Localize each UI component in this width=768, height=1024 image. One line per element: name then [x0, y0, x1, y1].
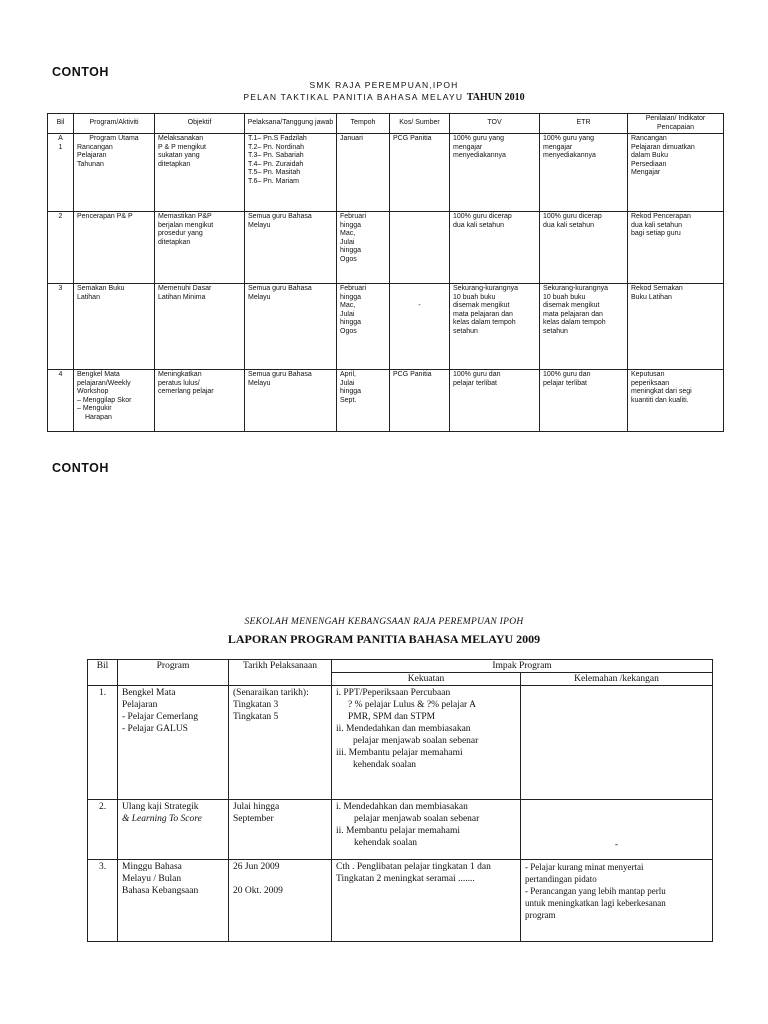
cell-objektif — [155, 134, 245, 212]
cell-tov — [450, 370, 540, 432]
cell-line: Pelajaran dimuatkan — [631, 143, 695, 151]
cell-line: Melayu — [248, 293, 271, 301]
cell-line: Tahunan — [77, 160, 104, 168]
cell-line: hingga — [340, 221, 362, 229]
table-row — [48, 370, 724, 432]
cell-bil — [48, 284, 74, 370]
report-row — [88, 860, 713, 942]
cell-line: program — [525, 910, 556, 920]
cell-line: Sekurang-kurangnya — [543, 285, 608, 292]
table-row — [48, 284, 724, 370]
report-cell-tarikh — [229, 800, 332, 860]
cell-line: T.1– Pn.S Fadzilah — [248, 135, 307, 142]
cell-line: Mac, — [340, 302, 356, 309]
cell-line: - Perancangan yang lebih mantap perlu — [525, 886, 666, 896]
cell-line: Keputusan — [631, 371, 665, 378]
cell-line: PMR, SPM dan STPM — [348, 712, 436, 722]
cell-line: Julai — [340, 379, 355, 387]
col-header-bil: Bil — [48, 114, 74, 134]
cell-line: kehendak soalan — [353, 760, 417, 770]
cell-line: 2 — [58, 213, 63, 220]
col-header-tempoh: Tempoh — [337, 114, 390, 134]
cell-line: Cth . Penglibatan pelajar tingkatan 1 dan — [336, 862, 491, 872]
cell-line: Latihan Minima — [158, 293, 206, 301]
cell-line: Melaksanakan — [158, 135, 204, 142]
cell-line: Bengkel Mata — [77, 371, 120, 378]
cell-pelaksana — [245, 134, 337, 212]
cell-objektif — [155, 370, 245, 432]
cell-line: Semakan Buku — [77, 285, 125, 292]
report-cell-kelemahan — [521, 860, 713, 942]
cell-line: A — [58, 135, 63, 142]
cell-line: pelajar menjawab soalan sebenar — [353, 736, 479, 746]
cell-line: menyediakannya — [543, 152, 596, 159]
report-cell-kekuatan — [332, 800, 521, 860]
cell-bil — [48, 370, 74, 432]
cell-penilaian — [628, 134, 724, 212]
cell-line: 100% guru dicerap — [543, 213, 602, 220]
cell-line: disemak mengikut — [453, 302, 510, 309]
cell-line: kelas dalam tempoh — [543, 319, 606, 326]
cell-line: 10 buah buku — [543, 293, 586, 301]
report-row — [88, 686, 713, 800]
cell-line: pertandingan pidato — [525, 874, 597, 884]
cell-line: hingga — [340, 388, 362, 395]
cell-line: pelajar terlibat — [543, 379, 587, 387]
report-header-row-1 — [88, 660, 713, 673]
cell-line: mata pelajaran dan — [453, 310, 513, 318]
cell-line: Rekod Semakan — [631, 285, 683, 292]
cell-line: Pelajaran — [122, 700, 158, 710]
cell-line: Pencerapan P& P — [77, 213, 133, 220]
col-header-etr: ETR — [540, 114, 628, 134]
cell-tempoh — [337, 212, 390, 284]
report-title: LAPORAN PROGRAM PANITIA BAHASA MELAYU 2009 — [227, 632, 541, 646]
cell-line: PCG Panitia — [393, 135, 432, 142]
cell-line: PCG Panitia — [393, 371, 432, 378]
cell-line: i. PPT/Peperiksaan Percubaan — [336, 688, 451, 698]
table-row — [48, 212, 724, 284]
cell-line: Memastikan P&P — [158, 213, 212, 220]
report-col-bil: Bil — [88, 660, 118, 686]
cell-line: kelas dalam tempoh — [453, 319, 516, 326]
cell-line: Julai hingga — [233, 802, 280, 812]
cell-line: prosedur yang — [158, 230, 203, 237]
cell-line: Buku Latihan — [631, 293, 672, 301]
cell-etr — [540, 370, 628, 432]
cell-line: Semua guru Bahasa — [248, 213, 312, 220]
cell-line: Januari — [340, 135, 363, 142]
cell-line: Melayu — [248, 379, 271, 387]
col-header-pelaksana: Pelaksana/Tanggung jawab — [245, 114, 337, 134]
cell-line: untuk meningkatkan lagi keberkesanan — [525, 898, 666, 908]
cell-line: dua kali setahun — [543, 221, 594, 229]
report-col-program: Program — [118, 660, 229, 686]
cell-tempoh — [337, 370, 390, 432]
cell-line: - Pelajar Cemerlang — [122, 712, 198, 722]
cell-line: Mengajar — [631, 169, 661, 176]
cell-line: cemerlang pelajar — [158, 388, 214, 395]
cell-line: dua kali setahun — [453, 221, 504, 229]
cell-pelaksana — [245, 284, 337, 370]
cell-line: sukatan yang — [158, 152, 200, 159]
cell-line: Bahasa Kebangsaan — [122, 886, 199, 896]
cell-line: mengajar — [543, 143, 573, 151]
report-row — [88, 800, 713, 860]
report-col-impak: Impak Program — [332, 660, 713, 673]
cell-line: mengajar — [453, 143, 483, 151]
cell-line: T.5– Pn. Masitah — [248, 169, 301, 176]
report-col-kekuatan: Kekuatan — [332, 673, 521, 686]
report-col-tarikh: Tarikh Pelaksanaan — [229, 660, 332, 686]
cell-line: mata pelajaran dan — [543, 310, 603, 318]
tactical-plan-table — [47, 113, 724, 432]
report-cell-program — [118, 860, 229, 942]
cell-etr — [540, 284, 628, 370]
cell-line: Julai — [340, 238, 355, 246]
cell-line: Melayu / Bulan — [122, 874, 182, 884]
cell-line: 100% guru yang — [453, 135, 504, 142]
cell-line: bagi setiap guru — [631, 230, 681, 237]
cell-line: hingga — [340, 293, 362, 301]
cell-line: Harapan — [85, 413, 112, 421]
cell-bil — [48, 134, 74, 212]
cell-line: hingga — [340, 319, 362, 326]
cell-program — [74, 284, 155, 370]
cell-line: Tingkatan 5 — [233, 712, 279, 722]
cell-line: 3 — [58, 285, 63, 292]
report-col-kelemahan: Kelemahan /kekangan — [521, 673, 713, 686]
report-cell-kekuatan — [332, 860, 521, 942]
cell-program — [74, 370, 155, 432]
cell-line: Workshop — [77, 388, 109, 395]
cell-line: menyediakannya — [453, 152, 506, 159]
col-header-penilaian: Penilaian/ Indikator Pencapaian — [628, 114, 724, 134]
cell-line: Latihan — [77, 293, 100, 301]
cell-line: 100% guru dan — [453, 371, 501, 378]
cell-line: T.2– Pn. Nordinah — [248, 143, 305, 151]
cell-line: (Senaraikan tarikh): — [233, 688, 309, 698]
cell-line: Semua guru Bahasa — [248, 371, 312, 378]
cell-line: - — [614, 840, 619, 850]
report-cell-kelemahan — [521, 800, 713, 860]
cell-line: Sept. — [340, 396, 357, 404]
cell-line: P & P mengikut — [158, 143, 206, 151]
cell-program — [74, 212, 155, 284]
cell-line: peperiksaan — [631, 379, 670, 387]
cell-line: Program Utama — [89, 135, 139, 142]
cell-line: Julai — [340, 310, 355, 318]
cell-line: April, — [340, 371, 356, 378]
cell-kos — [390, 134, 450, 212]
cell-line: T.3– Pn. Sabariah — [248, 152, 304, 159]
cell-line: pelajar menjawab soalan sebenar — [354, 814, 480, 824]
cell-line: September — [233, 814, 274, 824]
cell-line: - Pelajar GALUS — [122, 724, 188, 734]
cell-line: ditetapkan — [158, 160, 191, 168]
cell-line: kuantiti dan kualiti. — [631, 396, 689, 404]
cell-pelaksana — [245, 370, 337, 432]
cell-line: Sekurang-kurangnya — [453, 285, 518, 292]
cell-line: Rancangan — [77, 143, 113, 151]
cell-line: hingga — [340, 247, 362, 254]
col-header-program: Program/Aktiviti — [74, 114, 155, 134]
cell-line: Ogos — [340, 255, 357, 263]
cell-penilaian — [628, 212, 724, 284]
report-cell-kelemahan — [521, 686, 713, 800]
cell-line: T.6– Pn. Mariam — [248, 177, 299, 185]
cell-line: 100% guru dicerap — [453, 213, 512, 220]
cell-line: kehendak soalan — [354, 838, 418, 848]
cell-line: 1 — [58, 143, 63, 151]
report-cell-tarikh — [229, 860, 332, 942]
cell-etr — [540, 134, 628, 212]
report-cell-bil: 3. — [88, 860, 118, 942]
col-header-kos: Kos/ Sumber — [390, 114, 450, 134]
program-report-table — [87, 659, 713, 942]
cell-objektif — [155, 212, 245, 284]
report-cell-bil: 2. — [88, 800, 118, 860]
cell-line: ii. Mendedahkan dan membiasakan — [336, 724, 471, 734]
cell-line: peratus lulus/ — [158, 379, 200, 387]
cell-line: – Mengukir — [77, 405, 112, 412]
cell-line: iii. Membantu pelajar memahami — [336, 748, 463, 758]
cell-tov — [450, 212, 540, 284]
cell-line: 100% guru yang — [543, 135, 594, 142]
heading-contoh-2: CONTOH — [52, 461, 109, 475]
cell-kos — [390, 284, 450, 370]
plan-title-year: TAHUN 2010 — [466, 92, 525, 103]
cell-kos — [390, 370, 450, 432]
plan-title — [0, 92, 768, 103]
cell-line: Minggu Bahasa — [122, 862, 182, 872]
cell-line: disemak mengikut — [543, 302, 600, 309]
cell-line — [233, 873, 327, 885]
cell-line: Melayu — [248, 221, 271, 229]
table-row — [48, 134, 724, 212]
cell-program — [74, 134, 155, 212]
cell-tov — [450, 284, 540, 370]
cell-etr — [540, 212, 628, 284]
cell-line: - — [418, 301, 421, 309]
cell-line: Ulang kaji Strategik — [122, 802, 199, 812]
cell-pelaksana — [245, 212, 337, 284]
cell-line: - Pelajar kurang minat menyertai — [525, 862, 644, 872]
cell-line: Rekod Pencerapan — [631, 213, 691, 220]
report-cell-kekuatan — [332, 686, 521, 800]
cell-line: setahun — [543, 327, 568, 335]
cell-line: setahun — [453, 327, 478, 335]
school-name-1: SMK RAJA PEREMPUAN,IPOH — [309, 80, 459, 90]
cell-kos — [390, 212, 450, 284]
cell-line: dua kali setahun — [631, 221, 682, 229]
cell-line: Tingkatan 2 meningkat seramai ....... — [336, 874, 475, 884]
cell-line: ii. Membantu pelajar memahami — [336, 826, 460, 836]
cell-penilaian — [628, 370, 724, 432]
cell-line: Februari — [340, 285, 367, 292]
cell-line: Persediaan — [631, 160, 667, 168]
cell-line: Tingkatan 3 — [233, 700, 279, 710]
cell-line: ditetapkan — [158, 238, 191, 246]
cell-tempoh — [337, 284, 390, 370]
report-cell-bil: 1. — [88, 686, 118, 800]
cell-line: dalam Buku — [631, 152, 668, 159]
cell-line: Ogos — [340, 327, 357, 335]
cell-line: 26 Jun 2009 — [233, 862, 280, 872]
cell-bil — [48, 212, 74, 284]
cell-line: – Menggilap Skor — [77, 396, 132, 404]
cell-line: Rancangan — [631, 135, 667, 142]
cell-line: Meningkatkan — [158, 371, 202, 378]
col-header-tov: TOV — [450, 114, 540, 134]
report-cell-program — [118, 800, 229, 860]
cell-line: ? % pelajar Lulus & ?% pelajar A — [348, 700, 476, 710]
heading-contoh-1: CONTOH — [52, 65, 109, 79]
cell-tov — [450, 134, 540, 212]
cell-line: 10 buah buku — [453, 293, 496, 301]
cell-line: pelajaran/Weekly — [77, 379, 131, 387]
cell-line: Memenuhi Dasar — [158, 285, 212, 292]
cell-line: pelajar terlibat — [453, 379, 497, 387]
report-cell-tarikh — [229, 686, 332, 800]
cell-line: 20 Okt. 2009 — [233, 886, 283, 896]
cell-line: Semua guru Bahasa — [248, 285, 312, 292]
school-name-2: SEKOLAH MENENGAH KEBANGSAAN RAJA PEREMPUAN IPOH — [244, 617, 524, 627]
cell-line: & Learning To Score — [122, 814, 202, 824]
cell-line: Bengkel Mata — [122, 688, 176, 698]
cell-penilaian — [628, 284, 724, 370]
cell-line: berjalan mengikut — [158, 221, 214, 229]
cell-line: 4 — [58, 371, 63, 378]
col-header-objektif: Objektif — [155, 114, 245, 134]
cell-objektif — [155, 284, 245, 370]
table-header-row — [48, 114, 724, 134]
report-cell-program — [118, 686, 229, 800]
cell-line: T.4– Pn. Zuraidah — [248, 160, 304, 168]
cell-line: Februari — [340, 213, 367, 220]
cell-line: 100% guru dan — [543, 371, 591, 378]
plan-title-prefix: PELAN TAKTIKAL PANITIA BAHASA MELAYU — [243, 92, 464, 102]
cell-tempoh — [337, 134, 390, 212]
cell-line: Mac, — [340, 230, 356, 237]
cell-line: meningkat dari segi — [631, 388, 692, 395]
cell-line: Pelajaran — [77, 152, 107, 159]
cell-line: i. Mendedahkan dan membiasakan — [336, 802, 468, 812]
